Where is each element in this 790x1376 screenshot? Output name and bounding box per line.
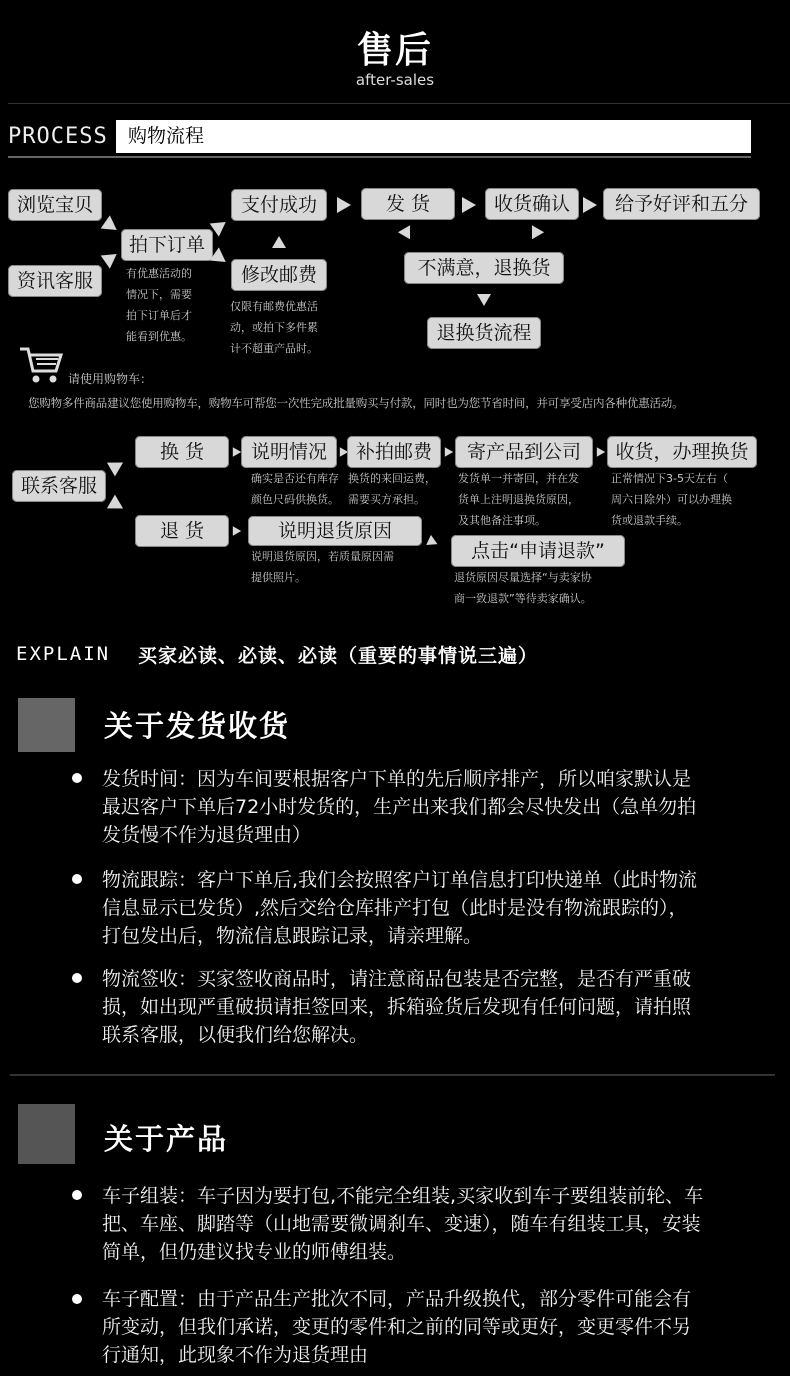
flow-order-box: 拍下订单 (121, 229, 213, 261)
note-line: 拍下订单后才 (126, 309, 192, 322)
pay-shipping-box: 补拍邮费 (347, 436, 441, 468)
cart-hint: 请使用购物车： (68, 372, 153, 386)
note-line: 动，或拍下多件累 (230, 321, 318, 334)
para-line: 物流跟踪：客户下单后,我们会按照客户订单信息打印快递单（此时物流 (102, 869, 698, 891)
note-line: 提供照片。 (251, 571, 306, 584)
note-line: 周六日除外）可以办理换 (611, 493, 732, 506)
section-title: 关于发货收货 (104, 709, 291, 743)
arrow-right-icon (445, 447, 453, 457)
arrow-up-icon (272, 236, 286, 248)
section-item (102, 1182, 762, 1266)
para-line: 最迟客户下单后72小时发货的，生产出来我们都会尽快发出（急单勿拍 (102, 796, 697, 818)
explain-label: EXPLAIN (16, 643, 111, 665)
bullet (72, 1190, 82, 1200)
explain-situation-box: 说明情况 (241, 436, 337, 468)
explain-text: 买家必读、必读、必读（重要的事情说三遍） (138, 645, 539, 667)
section-divider (10, 1074, 775, 1076)
arrow-right-icon (337, 197, 351, 213)
cart-text: 您购物多件商品建议您使用购物车，购物车可帮您一次性完成批量购买与付款，同时也为您节省时间，并可享受店内各种优惠活动。 (28, 396, 684, 410)
note-line: 确实是否还有库存 (251, 472, 339, 485)
note-line: 及其他备注事项。 (458, 514, 546, 527)
note-line: 情况下，需要 (126, 288, 192, 301)
flow-confirm-box: 收货确认 (485, 188, 579, 220)
para-line: 发货慢不作为退货理由） (102, 824, 312, 846)
bullet (72, 1294, 82, 1304)
para-line: 损，如出现严重破损请拒签回来，拆箱验货后发现有任何问题，请拍照 (102, 996, 692, 1018)
page-subtitle: after-sales (355, 71, 435, 89)
contact-service-box: 联系客服 (12, 470, 106, 502)
arrow-down-right-icon (426, 535, 440, 549)
flow-ship-box: 发 货 (361, 188, 455, 220)
exchange-box: 换 货 (135, 436, 229, 468)
exchange-note-3 (458, 468, 579, 531)
flow-browse-box: 浏览宝贝 (8, 189, 102, 221)
process-underline (8, 156, 751, 158)
flow-review-box: 给予好评和五分 (603, 188, 760, 220)
receive-exchange-box: 收货，办理换货 (607, 436, 757, 468)
section-item (102, 1285, 762, 1369)
para-line: 物流签收：买家签收商品时，请注意商品包装是否完整，是否有严重破 (102, 968, 692, 990)
note-line: 需要买方承担。 (348, 493, 425, 506)
note-line: 发货单一并寄回，并在发 (458, 472, 579, 485)
page-title: 售后 (356, 30, 433, 71)
arrow-down-icon (477, 294, 491, 306)
section-title: 关于产品 (104, 1122, 229, 1156)
refund-reason-note (251, 546, 394, 588)
arrow-right-icon (462, 197, 476, 213)
section-image-placeholder (18, 698, 75, 752)
arrow-down-right-icon (107, 495, 127, 516)
note-line: 颜色尺码供换货。 (251, 493, 339, 506)
bullet (72, 874, 82, 884)
flow-consult-box: 资讯客服 (8, 265, 102, 297)
note-line: 有优惠活动的 (126, 267, 192, 280)
refund-reason-box: 说明退货原因 (248, 516, 422, 546)
section-item (102, 765, 762, 849)
arrow-down-left-icon (398, 225, 416, 242)
bullet (72, 773, 82, 783)
exchange-note-2 (348, 468, 436, 510)
arrow-up-right-icon (107, 456, 127, 477)
para-line: 车子组装：车子因为要打包,不能完全组装,买家收到车子要组装前轮、车 (102, 1185, 704, 1207)
arrow-right-icon (583, 197, 597, 213)
para-line: 车子配置：由于产品生产批次不同，产品升级换代，部分零件可能会有 (102, 1288, 692, 1310)
note-line: 正常情况下3-5天左右（ (611, 472, 728, 485)
para-line: 把、车座、脚踏等（山地需要微调刹车、变速），随车有组装工具，安装 (102, 1213, 701, 1235)
refund-box: 退 货 (135, 515, 229, 547)
note-line: 说明退货原因，若质量原因需 (251, 550, 394, 563)
modify-note (230, 296, 318, 359)
top-divider (8, 103, 790, 104)
apply-refund-note (454, 567, 592, 609)
note-line: 仅限有邮费优惠活 (230, 300, 318, 313)
para-line: 发货时间：因为车间要根据客户下单的先后顺序排产，所以咱家默认是 (102, 768, 692, 790)
exchange-note-1 (251, 468, 339, 510)
para-line: 联系客服，以便我们给您解决。 (102, 1024, 369, 1046)
note-line: 货单上注明退换货原因， (458, 493, 579, 506)
flow-modify-box: 修改邮费 (231, 259, 327, 291)
note-line: 能看到优惠。 (126, 330, 192, 343)
note-line: 货或退款手续。 (611, 514, 688, 527)
section-item (102, 965, 762, 1049)
flow-unsatisfied-box: 不满意，退换货 (404, 252, 564, 284)
para-line: 行通知，此现象不作为退货理由 (102, 1344, 369, 1366)
arrow-down-right-icon (526, 225, 544, 242)
section-image-placeholder (18, 1104, 75, 1164)
para-line: 简单，但仍建议找专业的师傅组装。 (102, 1241, 407, 1263)
apply-refund-box: 点击“申请退款” (451, 535, 625, 567)
note-line: 退货原因尽量选择“与卖家协 (454, 571, 592, 584)
arrow-up-right-icon (101, 247, 122, 268)
arrow-down-right-icon (101, 215, 122, 236)
para-line: 打包发出后，物流信息跟踪记录，请亲理解。 (102, 925, 483, 947)
note-line: 计不超重产品时。 (230, 342, 318, 355)
arrow-right-icon (233, 526, 241, 536)
flow-pay-box: 支付成功 (231, 189, 327, 221)
flow-return-box: 退换货流程 (427, 317, 541, 349)
bullet (72, 973, 82, 983)
exchange-note-4 (611, 468, 732, 531)
shopping-cart-icon (18, 345, 64, 385)
order-note (126, 263, 192, 347)
section-item (102, 866, 762, 950)
para-line: 信息显示已发货）,然后交给仓库排产打包（此时是没有物流跟踪的）， (102, 897, 688, 919)
note-line: 商一致退款”等待卖家确认。 (454, 592, 592, 605)
process-heading: 购物流程 (116, 120, 751, 153)
para-line: 所变动，但我们承诺，变更的零件和之前的同等或更好，变更零件不另 (102, 1316, 692, 1338)
arrow-right-icon (233, 447, 241, 457)
process-label: PROCESS (8, 124, 108, 149)
arrow-right-icon (597, 447, 605, 457)
note-line: 换货的来回运费， (348, 472, 436, 485)
send-to-company-box: 寄产品到公司 (455, 436, 593, 468)
